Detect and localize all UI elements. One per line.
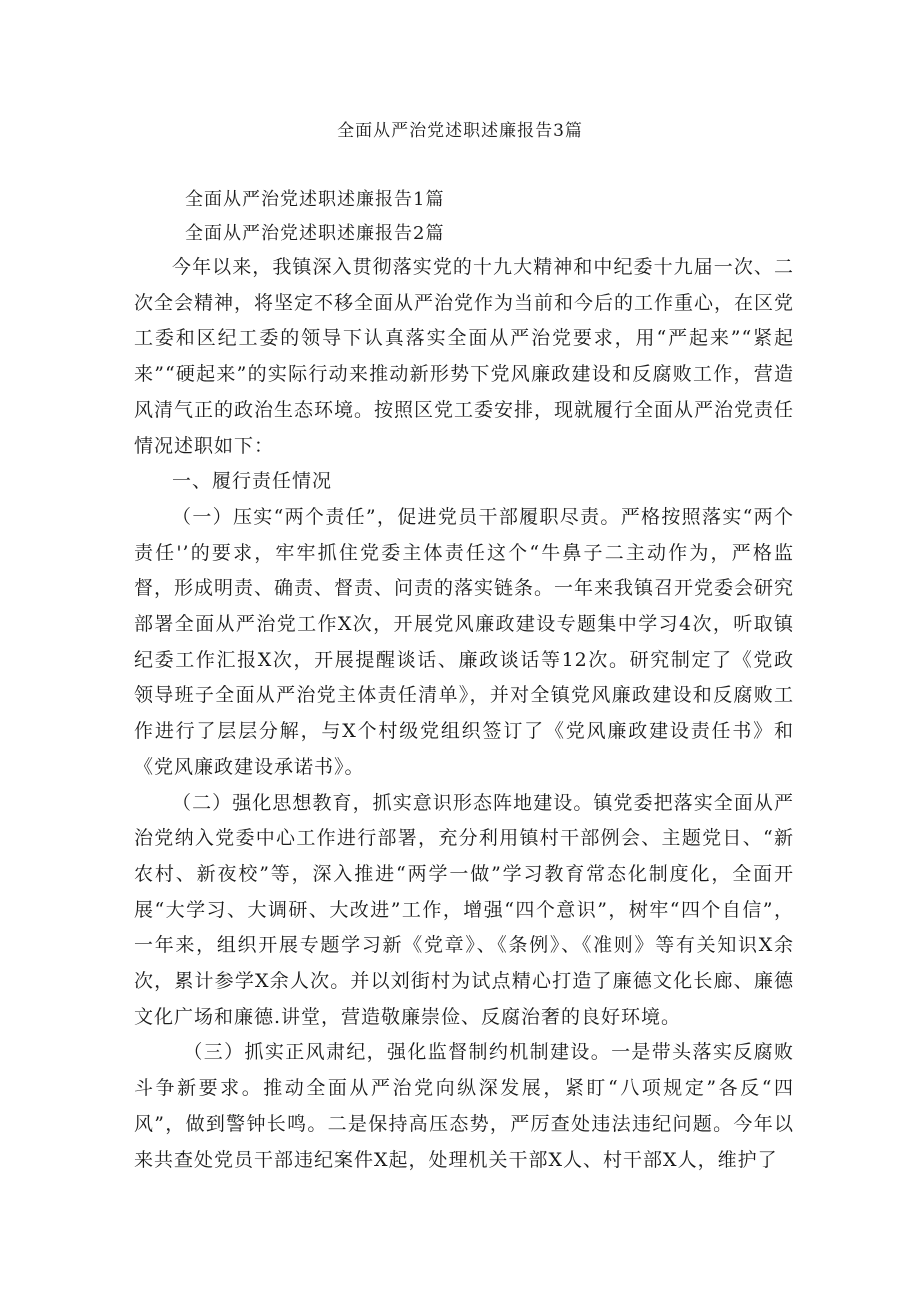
related-report-link-2[interactable]: 全面从严治党述职述廉报告2篇 [185, 223, 445, 244]
section-heading: 一、履行责任情况 [172, 470, 333, 493]
document-body [134, 250, 794, 1178]
paragraph-3: （三）抓实正风肃纪，强化监督制约机制建设。一是带头落实反腐败斗争新要求。推动全面从严治党向纵深发展，紧盯“八项规定”各反“四风”，做到警钟长鸣。二是保持高压态势，严厉查处违法违纪问题。今年以来共查处党员干部违纪案件X起，处理机关干部X人、村干部X人，维护了 [134, 1041, 794, 1171]
paragraph-1: （一）压实“两个责任”，促进党员干部履职尽责。严格按照落实“两个责任'’的要求，牢牢抓住党委主体责任这个“牛鼻子二主动作为，严格监督，形成明责、确责、督责、问责的落实链条。一年来我镇召开党委会研究部署全面从严治党工作X次，开展党风廉政建设专题集中学习4次，听取镇纪委工作汇报X次，开展提醒谈话、廉政谈话等12次。研究制定了《党政领导班子全面从严治党主体责任清单》，并对全镇党风廉政建设和反腐败工作进行了层层分解，与X个村级党组织签订了《党风廉政建设责任书》和《党风廉政建设承诺书》。 [134, 505, 795, 778]
document-title: 全面从严治党述职述廉报告3篇 [337, 121, 583, 141]
paragraph-2: （二）强化思想教育，抓实意识形态阵地建设。镇党委把落实全面从严治党纳入党委中心工作进行部署，充分利用镇村干部例会、主题党日、“新农村、新夜校”等，深入推进“两学一做”学习教育常态化制度化，全面开展“大学习、大调研、大改进”工作，增强“四个意识”，树牢“四个自信”，一年来，组织开展专题学习新《党章》、《条例》、《准则》等有关知识X余次，累计参学X余人次。并以刘街村为试点精心打造了廉德文化长廊、廉德文化广场和廉德.讲堂，营造敬廉崇俭、反腐治奢的良好环境。 [134, 791, 794, 1028]
related-report-link-1[interactable]: 全面从严治党述职述廉报告1篇 [185, 189, 445, 210]
intro-paragraph: 今年以来，我镇深入贯彻落实党的十九大精神和中纪委十九届一次、二次全会精神，将坚定不移全面从严治党作为当前和今后的工作重心，在区党工委和区纪工委的领导下认真落实全面从严治党要求，用“严起来”“紧起来”“硬起来”的实际行动来推动新形势下党风廉政建设和反腐败工作，营造风清气正的政治生态环境。按照区党工委安排，现就履行全面从严治党责任情况述职如下： [134, 256, 795, 457]
